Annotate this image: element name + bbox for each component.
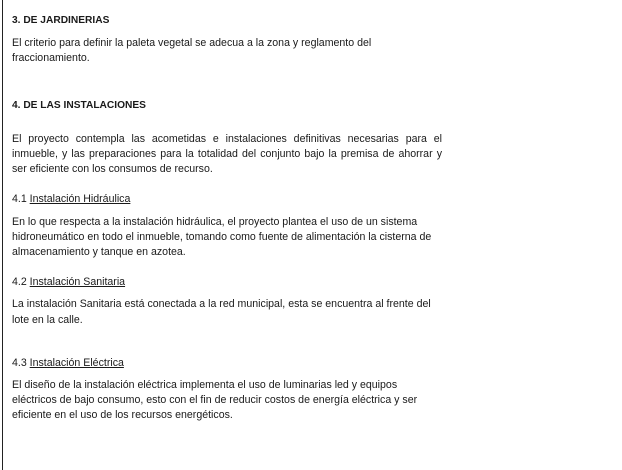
subsection-title: Instalación Hidráulica [29,193,131,206]
section-heading-jardinerias: 3. DE JARDINERIAS [12,15,110,26]
section-heading-instalaciones: 4. DE LAS INSTALACIONES [12,99,146,111]
subsection-number: 4.2 [12,276,30,289]
section-paragraph-instalaciones: El proyecto contempla las acometidas e instalaciones definitivas necesarias para el inmueble, y las preparaciones para la totalidad del conjunto bajo la premisa de ahorrar y ser eficiente con los consumos de recurso. [12,132,442,176]
subsection-number: 4.1 [12,193,30,206]
subsection-heading-hidraulica [12,192,442,207]
section-paragraph-jardinerias: El criterio para definir la paleta vegetal se adecua a la zona y reglamento del fraccionamiento. [12,37,372,65]
subsection-title: Instalación Eléctrica [29,356,124,369]
subsection-title: Instalación Sanitaria [29,276,126,289]
subsection-heading-sanitaria [12,275,442,290]
document-body [12,12,442,424]
subsection-paragraph-hidraulica: En lo que respecta a la instalación hidráulica, el proyecto plantea el uso de un sistema hidroneumático en todo el inmueble, tomando como fuente de alimentación la cisterna de almacenamiento y tanque en azotea. [12,215,432,259]
left-border-line [2,0,3,470]
subsection-number: 4.3 [12,356,30,369]
subsection-heading-electrica [12,356,442,371]
subsection-paragraph-electrica: El diseño de la instalación eléctrica implementa el uso de luminarias led y equipos eléctricos de bajo consumo, esto con el fin de reducir costos de energía eléctrica y ser eficiente en el uso de los recursos energéticos. [12,379,418,422]
subsection-paragraph-sanitaria: La instalación Sanitaria está conectada a la red municipal, esta se encuentra al frente del lote en la calle. [12,298,431,326]
